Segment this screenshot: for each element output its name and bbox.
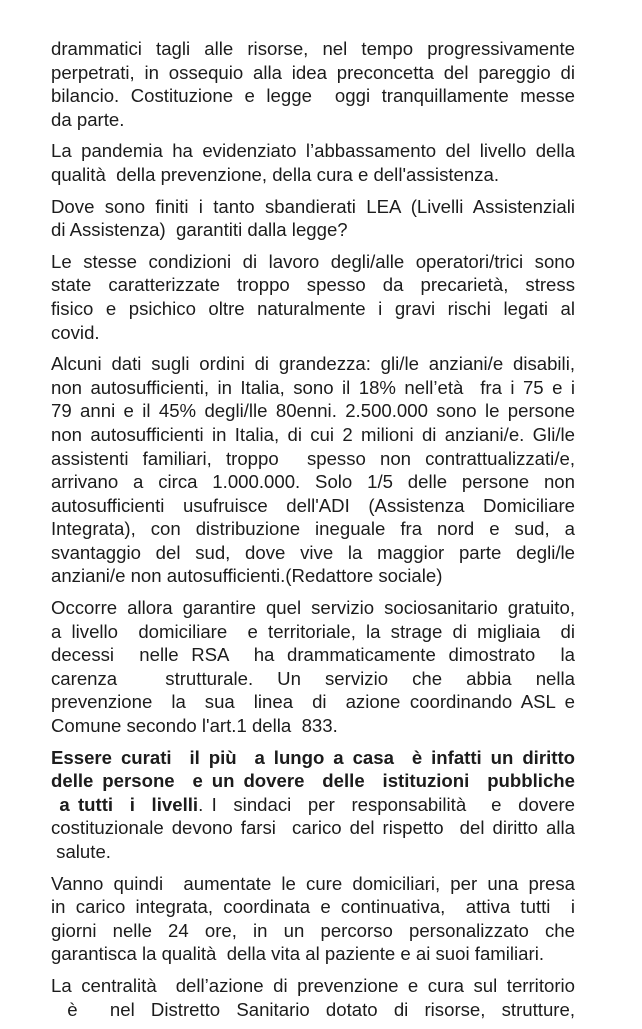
paragraph-working-conditions	[51, 250, 575, 344]
text-line: 79 anni e il 45% degli/lle 80enni. 2.500.000 sono le persone	[51, 400, 575, 422]
paragraph-pandemic	[51, 139, 575, 186]
paragraph-funding-cuts	[51, 37, 575, 131]
bold-text-span: a tutti i livelli	[51, 793, 199, 815]
text-line: anziani/e non autosufficienti.(Redattore sociale)	[51, 565, 443, 587]
text-line: non autosufficienti, in Italia, sono il 18% nell’età fra i 75 e i	[51, 376, 575, 398]
text-line: drammatici tagli alle risorse, nel tempo progressivamente	[51, 38, 575, 59]
text-line: decessi nelle RSA ha drammaticamente dimostrato la	[51, 644, 575, 666]
paragraph-lea-question	[51, 195, 575, 242]
text-line: Comune secondo l'art.1 della 833.	[51, 715, 338, 737]
text-line: Alcuni dati sugli ordini di grandezza: gli/le anziani/e disabili,	[51, 353, 575, 375]
text-line: non autosufficienti in Italia, di cui 2 milioni di anziani/e. Gli/le	[51, 423, 575, 445]
text-line: Occorre allora garantire quel servizio sociosanitario gratuito,	[51, 597, 575, 619]
text-line: svantaggio del sud, dove vive la maggior parte degli/le	[51, 541, 575, 563]
text-line: assistenti familiari, troppo spesso non contrattualizzati/e,	[51, 447, 575, 469]
paragraph-sociosanitary-service	[51, 596, 575, 738]
text-line: carenza strutturale. Un servizio che abbia nella	[51, 667, 575, 689]
paragraph-home-care-right	[51, 746, 575, 864]
text-line: qualità della prevenzione, della cura e dell'assistenza.	[51, 163, 500, 185]
bold-text-line: delle persone e un dovere delle istituzioni pubbliche	[51, 770, 575, 792]
text-line: giorni nelle 24 ore, in un percorso personalizzato che	[51, 919, 575, 941]
text-line: Vanno quindi aumentate le cure domiciliari, per una presa	[51, 872, 575, 894]
text-line: autosufficienti usufruisce dell'ADI (Assistenza Domiciliare	[51, 494, 575, 516]
text-line: La centralità dell’azione di prevenzione e cura sul territorio	[51, 974, 575, 996]
text-line: La pandemia ha evidenziato l’abbassamento del livello della	[51, 140, 575, 162]
text-line: fisico e psichico oltre naturalmente i gravi rischi legati al	[51, 297, 575, 319]
paragraph-statistics	[51, 352, 575, 588]
document-page	[51, 37, 575, 1029]
text-line: prevenzione la sua linea di azione coordinando ASL e	[51, 691, 575, 713]
bold-text-line: Essere curati il più a lungo a casa è infatti un diritto	[51, 746, 575, 768]
mixed-text-line	[51, 793, 575, 817]
paragraph-health-district	[51, 974, 575, 1021]
text-line: da parte.	[51, 108, 125, 130]
text-span: . I sindaci per responsabilità e dovere	[198, 793, 575, 815]
text-line: bilancio. Costituzione e legge oggi tranquillamente messe	[51, 85, 575, 107]
text-line: salute.	[51, 841, 111, 862]
paragraph-home-care-increase	[51, 872, 575, 966]
text-line: Le stesse condizioni di lavoro degli/alle operatori/trici sono	[51, 250, 575, 272]
text-line: è nel Distretto Sanitario dotato di risorse, strutture,	[51, 998, 575, 1020]
text-line: state caratterizzate troppo spesso da precarietà, stress	[51, 274, 575, 296]
text-line: Dove sono finiti i tanto sbandierati LEA (Livelli Assistenziali	[51, 195, 575, 217]
text-line: Integrata), con distribuzione ineguale fra nord e sud, a	[51, 518, 575, 540]
text-line: in carico integrata, coordinata e continuativa, attiva tutti i	[51, 896, 575, 918]
text-line: di Assistenza) garantiti dalla legge?	[51, 219, 348, 241]
text-line: perpetrati, in ossequio alla idea preconcetta del pareggio di	[51, 61, 575, 83]
text-line: covid.	[51, 321, 100, 343]
text-line: garantisca la qualità della vita al paziente e ai suoi familiari.	[51, 943, 545, 965]
text-line: costituzionale devono farsi carico del rispetto del diritto alla	[51, 817, 575, 839]
text-line: a livello domiciliare e territoriale, la strage di migliaia di	[51, 620, 575, 642]
text-line: arrivano a circa 1.000.000. Solo 1/5 delle persone non	[51, 471, 575, 493]
